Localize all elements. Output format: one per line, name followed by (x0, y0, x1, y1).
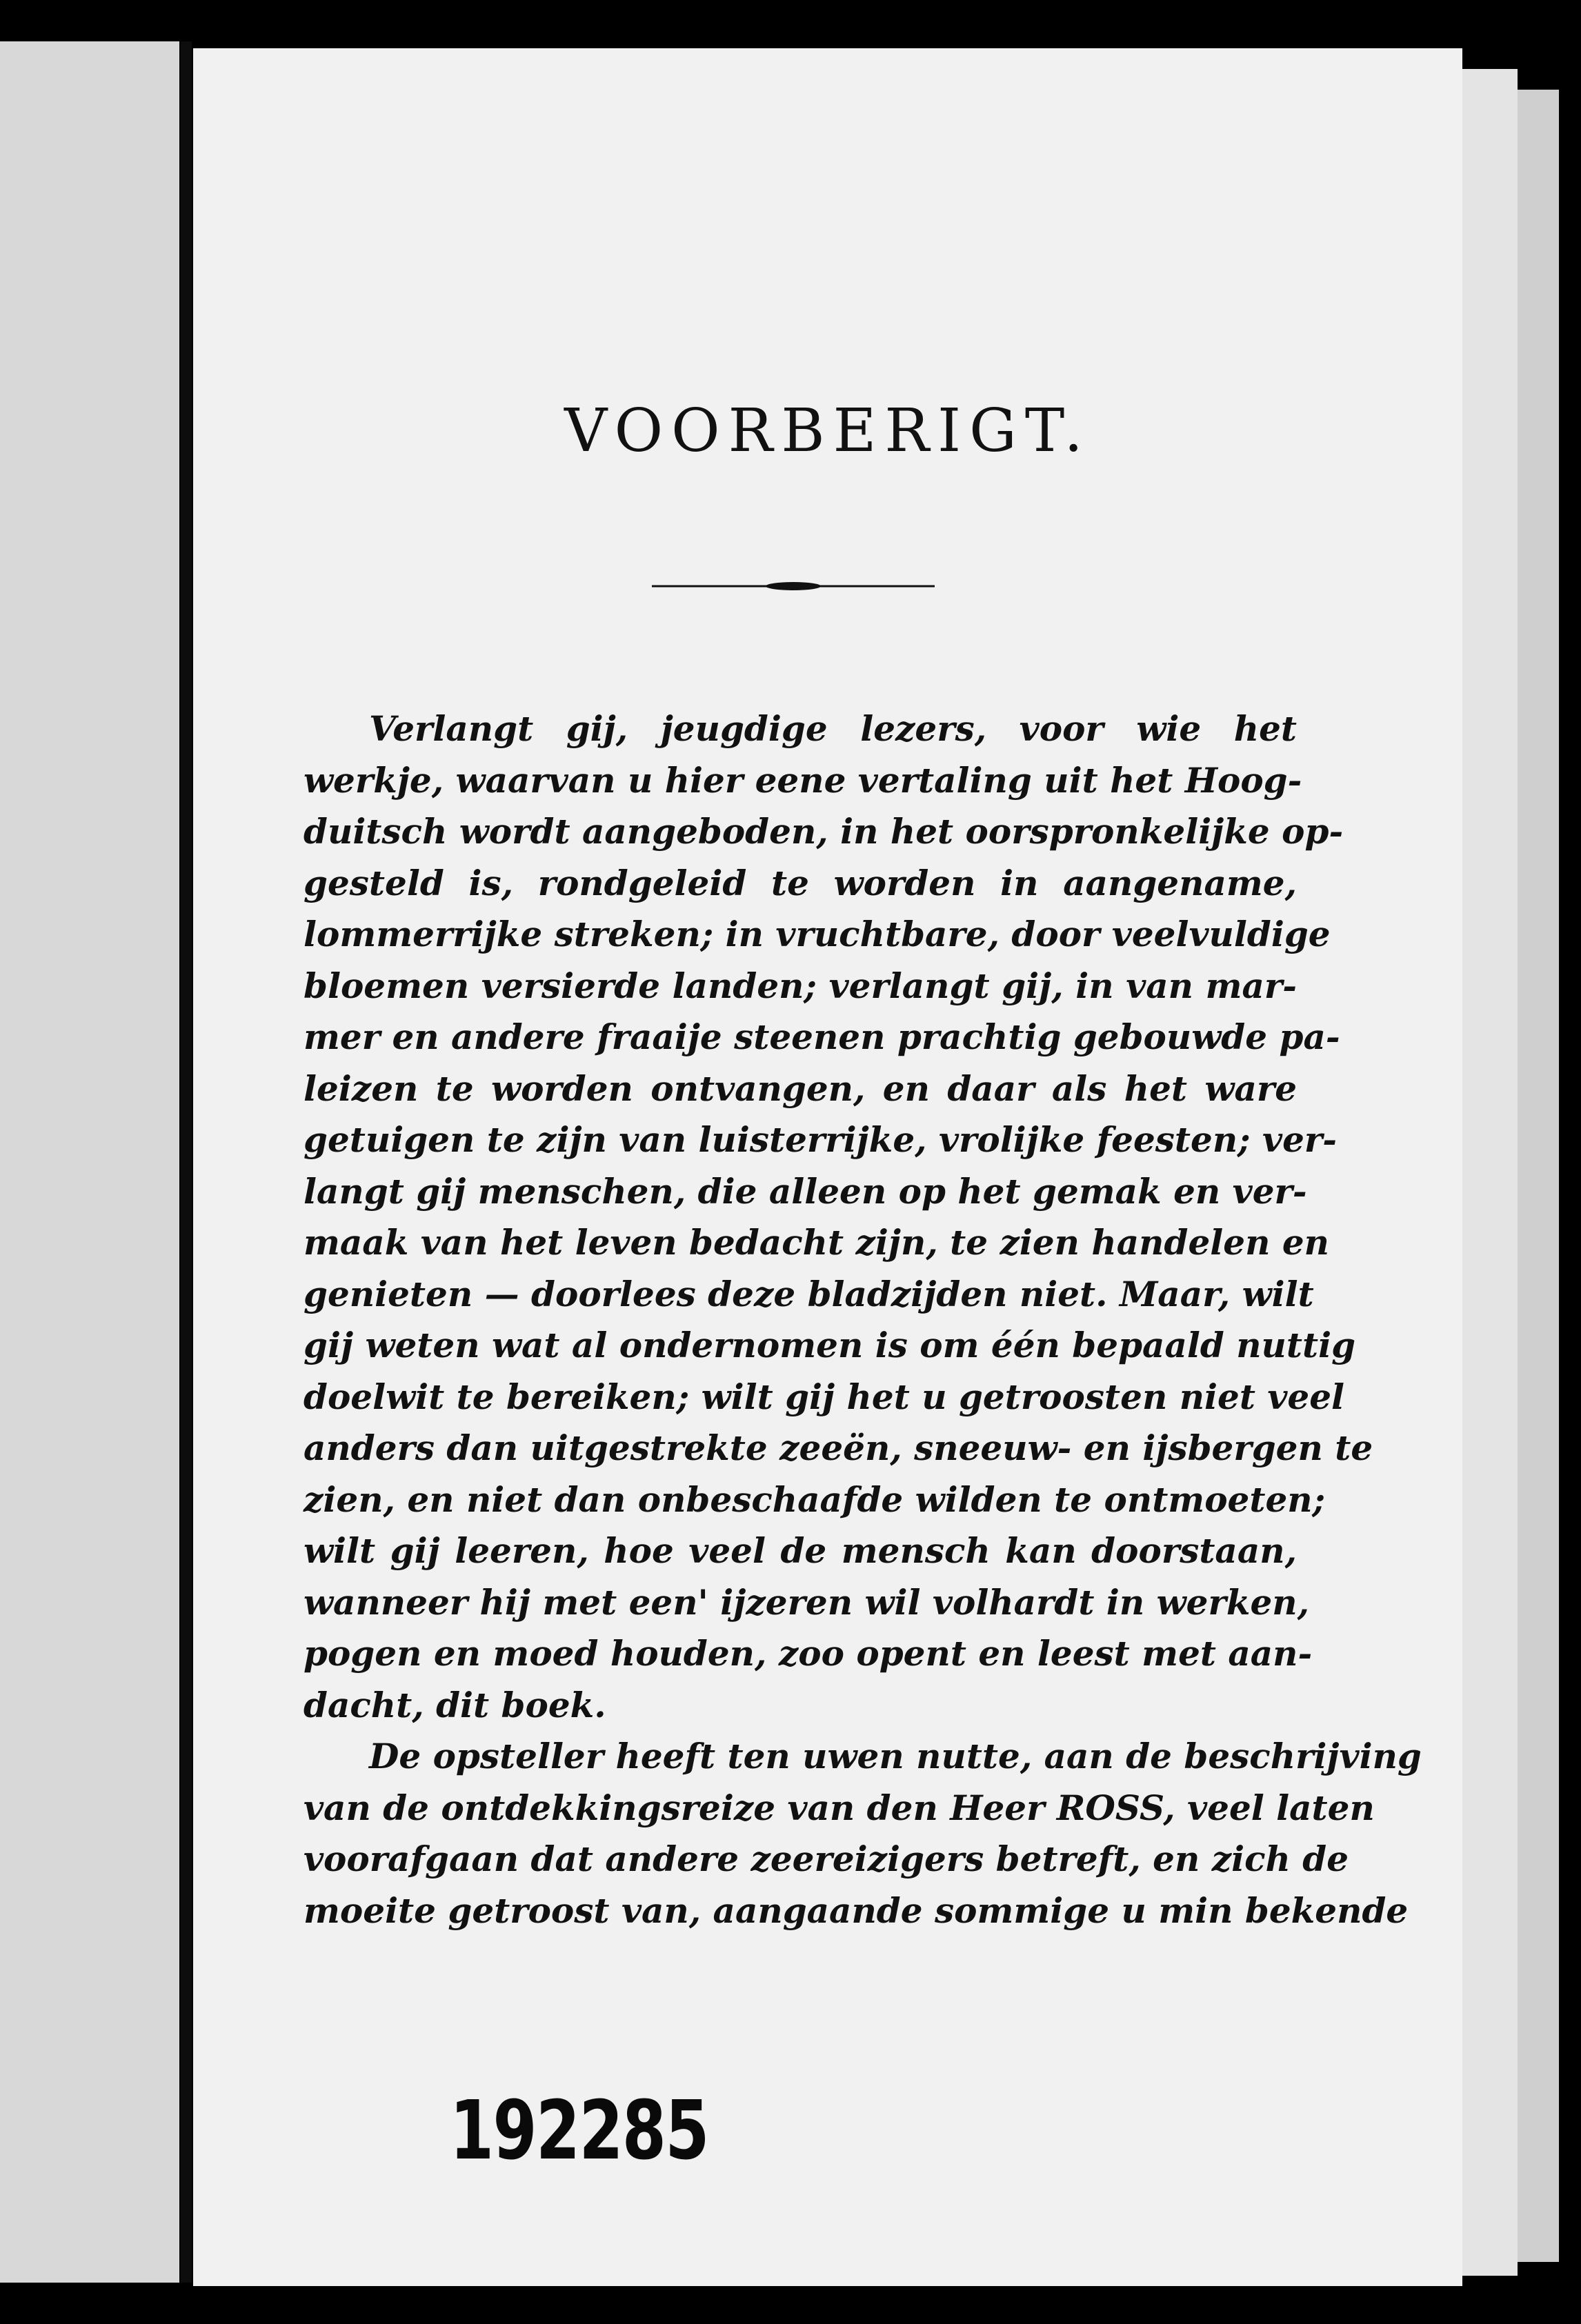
page-stack-edge-outer (1518, 90, 1559, 2262)
text-line: getuigen te zijn van luisterrijke, vrolijke feesten; ver- (304, 1119, 1337, 1160)
text-line: dacht, dit boek. (304, 1684, 606, 1725)
text-line: wanneer hij met een' ijzeren wil volhardt in werken, (304, 1581, 1310, 1623)
text-line: Verlangt gij, jeugdige lezers, voor wie het (369, 708, 1297, 749)
text-line: anders dan uitgestrekte zeeën, sneeuw- en ijsbergen te (304, 1428, 1373, 1468)
preface-body (304, 703, 1422, 1936)
text-line: lommerrijke streken; in vruchtbare, door veelvuldige (304, 914, 1331, 954)
page-title: VOORBERIGT. (564, 397, 1091, 465)
text-line: bloemen versierde landen; verlangt gij, in van mar- (304, 965, 1297, 1006)
paragraph-2 (304, 1731, 1422, 1936)
text-line: De opsteller heeft ten uwen nutte, aan de beschrijving (369, 1736, 1422, 1776)
paragraph-1 (304, 703, 1373, 1731)
text-line: duitsch wordt aangeboden, in het oorspronkelijke op- (304, 811, 1344, 852)
page-stack-edge (1462, 69, 1518, 2276)
binding-gutter (181, 41, 192, 2283)
text-line: doelwit te bereiken; wilt gij het u getroosten niet veel (304, 1376, 1345, 1417)
title-rule-ornament (652, 576, 935, 597)
text-line: langt gij menschen, die alleen op het gemak en ver- (304, 1170, 1307, 1212)
text-line: mer en andere fraaije steenen prachtig gebouwde pa- (304, 1016, 1340, 1057)
text-line: van de ontdekkingsreize van den Heer ROSS, veel laten (304, 1787, 1375, 1828)
facing-page-edge (0, 41, 179, 2283)
library-stamp-number: 192285 (450, 2083, 708, 2178)
text-line: voorafgaan dat andere zeereizigers betreft, en zich de (304, 1839, 1349, 1879)
text-line: werkje, waarvan u hier eene vertaling uit het Hoog- (304, 759, 1302, 801)
text-line: genieten — doorlees deze bladzijden niet. Maar, wilt (304, 1273, 1314, 1314)
text-line: maak van het leven bedacht zijn, te zien handelen en (304, 1222, 1330, 1263)
text-line: wilt gij leeren, hoe veel de mensch kan doorstaan, (304, 1530, 1297, 1571)
text-line: leizen te worden ontvangen, en daar als het ware (304, 1068, 1297, 1109)
text-line: gesteld is, rondgeleid te worden in aangename, (304, 862, 1297, 903)
text-line: zien, en niet dan onbeschaafde wilden te ontmoeten; (304, 1479, 1326, 1520)
text-line: pogen en moed houden, zoo opent en leest met aan- (304, 1633, 1313, 1674)
text-line: gij weten wat al ondernomen is om één bepaald nuttig (304, 1325, 1356, 1365)
text-line: moeite getroost van, aangaande sommige u min bekende (304, 1890, 1409, 1931)
